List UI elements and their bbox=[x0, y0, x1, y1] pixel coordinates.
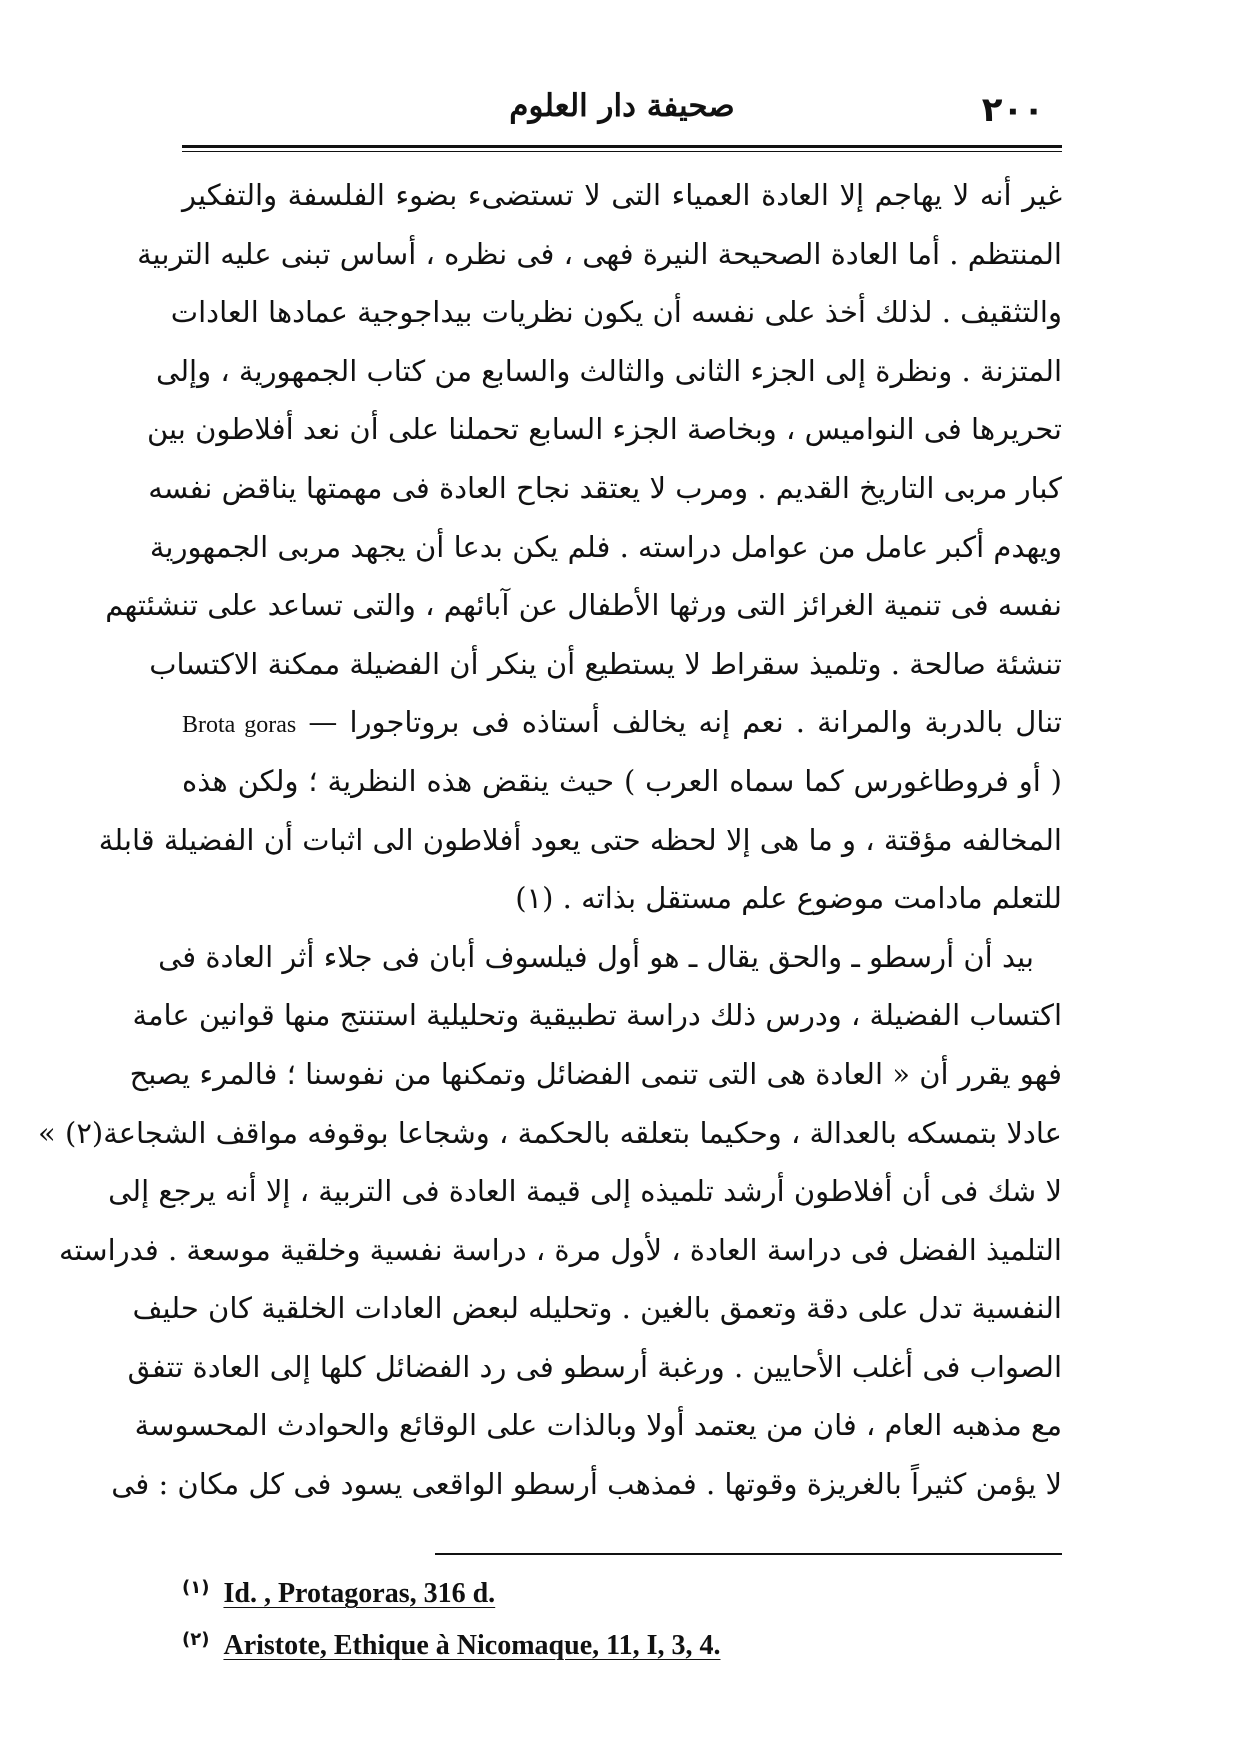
text-line: ( أو فروطاغورس كما سماه العرب ) حيث ينقض هذه النظرية ؛ ولكن هذه bbox=[182, 763, 1062, 798]
text-line: غير أنه لا يهاجم إلا العادة العمياء التى لا تستضىء بضوء الفلسفة والتفكير bbox=[182, 178, 1062, 212]
text-line: للتعلم مادامت موضوع علم مستقل بذاته . (١) bbox=[515, 881, 1062, 916]
footnote bbox=[182, 1620, 1062, 1672]
footnote-text: Id. , Protagoras, 316 d. bbox=[223, 1578, 496, 1609]
footnote-mark: (٢) bbox=[182, 1629, 210, 1650]
header-rule-thin bbox=[182, 151, 1062, 152]
text-line: تحريرها فى النواميس ، وبخاصة الجزء السابع تحملنا على أن نعد أفلاطون بين bbox=[146, 412, 1062, 447]
footnote-rule bbox=[435, 1553, 1062, 1555]
text-line: الصواب فى أغلب الأحايين . ورغبة أرسطو فى رد الفضائل كلها إلى العادة تتفق bbox=[127, 1349, 1062, 1384]
text-line: بيد أن أرسطو ـ والحق يقال ـ هو أول فيلسوف أبان فى جلاء أثر العادة فى bbox=[158, 939, 1034, 974]
text-line: تنشئة صالحة . وتلميذ سقراط لا يستطيع أن ينكر أن الفضيلة ممكنة الاكتساب bbox=[149, 646, 1062, 681]
footnotes bbox=[182, 1568, 1062, 1672]
text-line: نفسه فى تنمية الغرائز التى ورثها الأطفال عن آبائهم ، والتى تساعد على تنشئتهم bbox=[105, 588, 1062, 623]
text-line-with-latin bbox=[182, 693, 1062, 752]
text-line: المنتظم . أما العادة الصحيحة النيرة فهى ، فى نظره ، أساس تبنى عليه التربية bbox=[137, 236, 1062, 271]
running-title: صحيفة دار العلوم bbox=[509, 88, 735, 124]
text-line: اكتساب الفضيلة ، ودرس ذلك دراسة تطبيقية وتحليلية استنتج منها قوانين عامة bbox=[132, 998, 1062, 1033]
text-line: والتثقيف . لذلك أخذ على نفسه أن يكون نظريات بيداجوجية عمادها العادات bbox=[170, 295, 1062, 330]
page-number: ٢٠٠ bbox=[981, 90, 1044, 130]
text-line: المتزنة . ونظرة إلى الجزء الثانى والثالث والسابع من كتاب الجمهورية ، وإلى bbox=[156, 353, 1062, 388]
text-line: مع مذهبه العام ، فان من يعتمد أولا وبالذات على الوقائع والحوادث المحسوسة bbox=[134, 1408, 1062, 1443]
text-line: لا شك فى أن أفلاطون أرشد تلميذه إلى قيمة العادة فى التربية ، إلا أنه يرجع إلى bbox=[108, 1174, 1062, 1209]
text-line: عادلا بتمسكه بالعدالة ، وحكيما بتعلقه بالحكمة ، وشجاعا بوقوفه مواقف الشجاعة(٢) » bbox=[38, 1115, 1062, 1150]
text-segment: تنال بالدربة والمرانة . نعم إنه يخالف أستاذه فى بروتاجورا — bbox=[308, 705, 1062, 740]
text-line: التلميذ الفضل فى دراسة العادة ، لأول مرة ، دراسة نفسية وخلقية موسعة . فدراسته bbox=[58, 1232, 1062, 1267]
text-line: لا يؤمن كثيراً بالغريزة وقوتها . فمذهب أرسطو الواقعى يسود فى كل مكان : فى bbox=[111, 1467, 1062, 1502]
header-rule bbox=[182, 145, 1062, 148]
latin-name: Brota goras bbox=[182, 712, 297, 739]
text-line: النفسية تدل على دقة وتعمق بالغين . وتحليله لبعض العادات الخلقية كان حليف bbox=[132, 1291, 1062, 1326]
page-header bbox=[182, 82, 1062, 132]
body-text bbox=[38, 166, 1062, 1514]
footnote-mark: (١) bbox=[182, 1577, 210, 1598]
text-line: ويهدم أكبر عامل من عوامل دراسته . فلم يكن بدعا أن يجهد مربى الجمهورية bbox=[149, 529, 1062, 564]
footnote bbox=[182, 1568, 1062, 1620]
text-line: فهو يقرر أن « العادة هى التى تنمى الفضائل وتمكنها من نفوسنا ؛ فالمرء يصبح bbox=[129, 1056, 1062, 1091]
text-line: المخالفه مؤقتة ، و ما هى إلا لحظه حتى يعود أفلاطون الى اثبات أن الفضيلة قابلة bbox=[98, 822, 1062, 857]
footnote-text: Aristote, Ethique à Nicomaque, 11, I, 3, 4. bbox=[223, 1630, 721, 1661]
text-line: كبار مربى التاريخ القديم . ومرب لا يعتقد نجاح العادة فى مهمتها يناقض نفسه bbox=[148, 470, 1062, 505]
